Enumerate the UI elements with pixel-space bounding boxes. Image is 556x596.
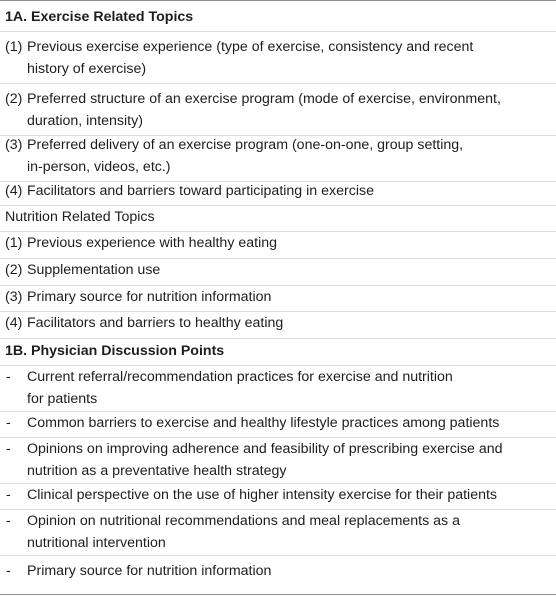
bullet-dash: -	[6, 441, 11, 457]
item-number: (4)	[5, 183, 23, 199]
item-text-line1: Primary source for nutrition information	[27, 563, 272, 579]
item-number: (3)	[5, 137, 23, 153]
physician-item-2	[0, 412, 556, 438]
nutrition-item-1	[0, 232, 556, 259]
item-text: Supplementation use	[27, 262, 161, 278]
item-text-line1: Facilitators and barriers toward participating in exercise	[27, 183, 374, 199]
item-text-line1: Clinical perspective on the use of higher intensity exercise for their patients	[27, 487, 498, 503]
item-text: Facilitators and barriers to healthy eating	[27, 315, 284, 331]
item-number: (3)	[5, 289, 23, 305]
physician-item-3	[0, 438, 556, 484]
item-number: (1)	[5, 39, 23, 55]
section-a-title: 1A. Exercise Related Topics	[5, 9, 194, 25]
nutrition-title: Nutrition Related Topics	[5, 209, 155, 225]
table-bottom-rule	[0, 594, 556, 595]
item-text-line2: in-person, videos, etc.)	[27, 159, 171, 175]
exercise-item-3	[0, 134, 556, 182]
item-text-line2: duration, intensity)	[27, 113, 143, 129]
item-text-line1: Previous exercise experience (type of exercise, consistency and recent	[27, 39, 474, 55]
item-text-line1: Common barriers to exercise and healthy lifestyle practices among patients	[27, 415, 500, 431]
item-number: (2)	[5, 91, 23, 107]
item-text-line1: Opinions on improving adherence and feasibility of prescribing exercise and	[27, 441, 503, 457]
section-b-heading	[0, 340, 556, 366]
item-text-line2: nutrition as a preventative health strategy	[27, 463, 287, 479]
physician-item-5	[0, 510, 556, 556]
exercise-item-2	[0, 88, 556, 136]
item-text-line1: Preferred structure of an exercise program (mode of exercise, environment,	[27, 91, 501, 107]
section-a-heading	[0, 6, 556, 32]
item-text-line1: Current referral/recommendation practices for exercise and nutrition	[27, 369, 453, 385]
item-text-line1: Opinion on nutritional recommendations and meal replacements as a	[27, 513, 460, 529]
physician-item-6	[0, 560, 556, 586]
nutrition-heading	[0, 206, 556, 232]
nutrition-item-4	[0, 312, 556, 339]
item-number: (2)	[5, 262, 23, 278]
nutrition-item-2	[0, 259, 556, 286]
bullet-dash: -	[6, 487, 11, 503]
physician-item-4	[0, 484, 556, 510]
item-number: (1)	[5, 235, 23, 251]
exercise-item-4	[0, 180, 556, 206]
item-text-line1: Preferred delivery of an exercise program (one-on-one, group setting,	[27, 137, 464, 153]
section-b-title: 1B. Physician Discussion Points	[5, 343, 225, 359]
physician-item-1	[0, 366, 556, 412]
item-text-line2: nutritional intervention	[27, 535, 166, 551]
item-text: Previous experience with healthy eating	[27, 235, 278, 251]
bullet-dash: -	[6, 415, 11, 431]
bullet-dash: -	[6, 513, 11, 529]
item-text: Primary source for nutrition information	[27, 289, 272, 305]
item-text-line2: history of exercise)	[27, 61, 147, 77]
item-number: (4)	[5, 315, 23, 331]
table-top-rule	[0, 0, 556, 1]
nutrition-item-3	[0, 286, 556, 312]
item-text-line2: for patients	[27, 391, 98, 407]
bullet-dash: -	[6, 369, 11, 385]
exercise-item-1	[0, 36, 556, 84]
bullet-dash: -	[6, 563, 11, 579]
